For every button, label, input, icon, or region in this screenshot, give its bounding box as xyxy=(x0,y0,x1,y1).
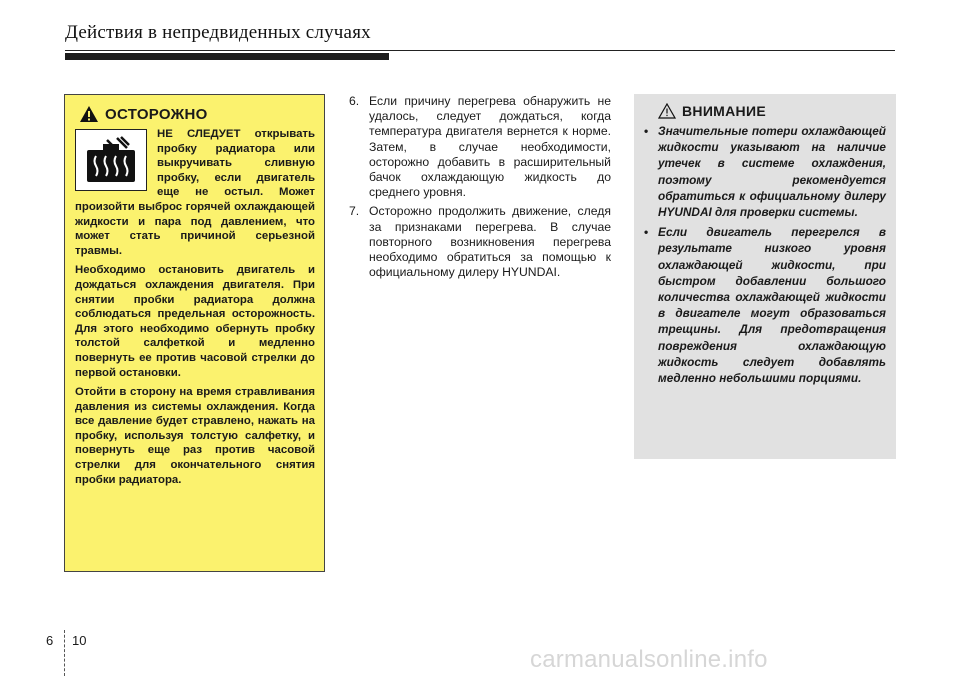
header-accent-bar xyxy=(65,53,389,60)
step-number: 6. xyxy=(349,94,360,108)
hot-radiator-icon xyxy=(75,129,147,191)
header-rule xyxy=(65,50,895,51)
caution-title: ВНИМАНИЕ xyxy=(682,103,766,119)
caution-text: Если двигатель перегрелся в результате низкого уровня охлаждающей жидкости, при быстром добавлении большого количества охлаждающей жидкости в двигателе могут образоваться трещины. Для предотвращения повреждения охлаждающую жидкость следует добавлять медленно небольшими порциями. xyxy=(658,225,886,386)
caution-triangle-icon xyxy=(658,103,676,119)
step-item xyxy=(349,94,611,200)
bullet-icon: • xyxy=(644,124,649,138)
caution-text: Значительные потери охлаждающей жидкости указывают на наличие утечек в системе охлаждения, поэтому рекомендуется обратиться к официальному дилеру HYUNDAI для проверки системы. xyxy=(658,124,886,220)
warning-paragraph: Отойти в сторону на время стравливания давления из системы охлаждения. Когда все давление будет стравлено, нажать на пробку, используя толстую салфетку, и повернуть еще раз против часовой стрелки для окончательного снятия пробки радиатора. xyxy=(75,386,315,486)
step-text: Осторожно продолжить движение, следя за признаками перегрева. В случае повторного возникновения перегрева необходимо обратиться за помощью к официальному дилеру HYUNDAI. xyxy=(369,204,611,280)
warning-text xyxy=(75,127,315,487)
bullet-icon: • xyxy=(644,225,649,240)
page-header-title: Действия в непредвиденных случаях xyxy=(65,22,371,43)
warning-header xyxy=(79,105,315,123)
step-text: Если причину перегрева обнаружить не удалось, следует дождаться, когда температура двигателя вернется к норме. Затем, в случае необходимости, осторожно добавить в расширительный бачок охлаждающую жидкость до среднего уровня. xyxy=(369,94,611,200)
step-number: 7. xyxy=(349,204,360,219)
caution-list-item xyxy=(644,224,886,386)
page-number: 10 xyxy=(72,633,87,648)
procedure-steps xyxy=(349,94,611,284)
caution-header xyxy=(658,103,886,119)
warning-title: ОСТОРОЖНО xyxy=(105,105,208,123)
warning-paragraph: НЕ СЛЕДУЕТ открывать пробку радиатора или выкручивать сливную пробку, если двигатель еще не остыл. Может произойти выброс горячей охлаждающей жидкости и пара под давлением, что может стать причиной серьезной травмы. xyxy=(75,128,315,257)
caution-box xyxy=(634,94,896,459)
warning-triangle-icon xyxy=(79,105,99,123)
warning-box xyxy=(64,94,325,572)
step-item xyxy=(349,204,611,280)
caution-list-item xyxy=(644,123,886,220)
warning-paragraph: Необходимо остановить двигатель и дождаться охлаждения двигателя. При снятии пробки радиатора должна соблюдаться предельная осторожность. Для этого необходимо обернуть пробку толстой салфеткой и медленно повернуть ее против часовой стрелки до первой остановки. xyxy=(75,264,315,379)
section-number: 6 xyxy=(46,633,54,648)
footer-divider xyxy=(64,630,65,676)
watermark: carmanualsonline.info xyxy=(530,646,768,673)
